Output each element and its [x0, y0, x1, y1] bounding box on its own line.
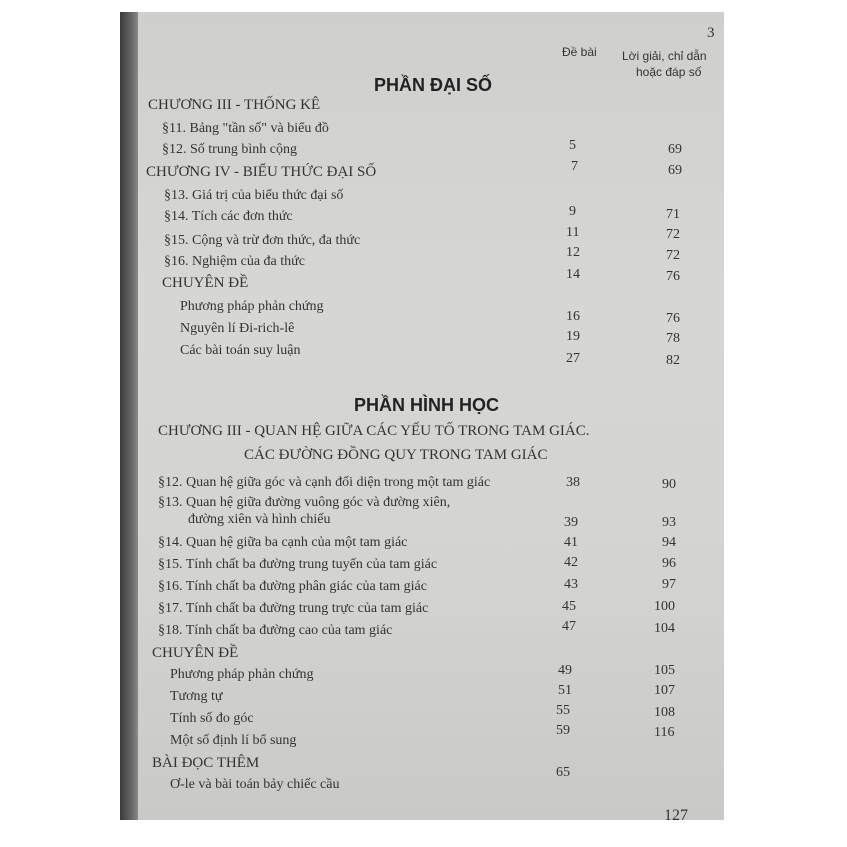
answer-page: 72 — [666, 227, 680, 242]
answer-page: 94 — [662, 535, 676, 550]
chapter-heading-line2: CÁC ĐƯỜNG ĐỒNG QUY TRONG TAM GIÁC — [244, 447, 548, 463]
toc-entry: §11. Bảng "tần số" và biểu đồ — [162, 121, 329, 136]
toc-entry: §13. Quan hệ giữa đường vuông góc và đường xiên, — [158, 495, 451, 510]
toc-entry: §15. Cộng và trừ đơn thức, đa thức — [164, 233, 361, 248]
topic-entry: Nguyên lí Đi-rich-lê — [180, 321, 295, 336]
toc-entry: §15. Tính chất ba đường trung tuyến của tam giác — [158, 557, 438, 572]
answer-page: 97 — [662, 577, 676, 592]
problem-page: 5 — [569, 138, 576, 153]
problem-page: 59 — [556, 723, 570, 738]
answer-page: 76 — [666, 311, 680, 326]
topic-entry: Ơ-le và bài toán bảy chiếc cầu — [170, 777, 340, 792]
problem-page: 42 — [564, 555, 578, 570]
answer-page: 90 — [662, 477, 676, 492]
toc-entry: §14. Quan hệ giữa ba cạnh của một tam giác — [158, 535, 408, 550]
section-title-geometry: PHẦN HÌNH HỌC — [354, 395, 500, 415]
topic-entry: Tính số đo góc — [170, 711, 254, 726]
answer-page: 105 — [654, 663, 675, 678]
topic-entry: Phương pháp phản chứng — [170, 667, 314, 682]
answer-page: 72 — [666, 248, 680, 263]
problem-page: 7 — [571, 159, 578, 174]
toc-entry: §12. Số trung bình cộng — [162, 142, 297, 157]
chapter-heading: CHƯƠNG IV - BIỂU THỨC ĐẠI SỐ — [146, 164, 377, 180]
table-of-contents-page — [138, 12, 724, 824]
chapter-heading: CHƯƠNG III - THỐNG KÊ — [148, 97, 321, 113]
problem-page: 16 — [566, 309, 580, 324]
problem-page: 19 — [566, 329, 580, 344]
toc-entry: §16. Nghiệm của đa thức — [164, 254, 305, 269]
column-header-answer-line2: hoặc đáp số — [636, 65, 702, 79]
problem-page: 12 — [566, 245, 580, 260]
extra-reading-heading: BÀI ĐỌC THÊM — [152, 755, 260, 771]
chapter-heading: CHƯƠNG III - QUAN HỆ GIỮA CÁC YẾU TỐ TRONG TAM GIÁC. — [158, 423, 590, 439]
problem-page: 27 — [566, 351, 580, 366]
page-number-bottom: 127 — [664, 807, 688, 824]
toc-entry: §17. Tính chất ba đường trung trực của tam giác — [158, 601, 429, 616]
problem-page: 51 — [558, 683, 572, 698]
answer-page: 69 — [668, 142, 682, 157]
topics-heading: CHUYÊN ĐỀ — [162, 275, 249, 291]
answer-page: 76 — [666, 269, 680, 284]
problem-page: 65 — [556, 765, 570, 780]
problem-page: 47 — [562, 619, 576, 634]
toc-entry: §18. Tính chất ba đường cao của tam giác — [158, 623, 393, 638]
problem-page: 9 — [569, 204, 576, 219]
answer-page: 93 — [662, 515, 676, 530]
toc-entry-line2: đường xiên và hình chiếu — [188, 512, 331, 527]
toc-entry: §13. Giá trị của biểu thức đại số — [164, 188, 344, 203]
answer-page: 71 — [666, 207, 680, 222]
toc-entry: §12. Quan hệ giữa góc và cạnh đối diện trong một tam giác — [158, 475, 491, 490]
problem-page: 55 — [556, 703, 570, 718]
answer-page: 108 — [654, 705, 675, 720]
topic-entry: Phương pháp phản chứng — [180, 299, 324, 314]
topic-entry: Tương tự — [170, 689, 223, 704]
problem-page: 14 — [566, 267, 580, 282]
problem-page: 39 — [564, 515, 578, 530]
answer-page: 82 — [666, 353, 680, 368]
problem-page: 49 — [558, 663, 572, 678]
page-number-top: 3 — [707, 25, 715, 41]
topic-entry: Các bài toán suy luận — [180, 343, 301, 358]
answer-page: 78 — [666, 331, 680, 346]
toc-entry: §14. Tích các đơn thức — [164, 209, 293, 224]
toc-entry: §16. Tính chất ba đường phân giác của tam giác — [158, 579, 427, 594]
problem-page: 41 — [564, 535, 578, 550]
answer-page: 69 — [668, 163, 682, 178]
problem-page: 43 — [564, 577, 578, 592]
section-title-algebra: PHẦN ĐẠI SỐ — [374, 75, 493, 95]
column-header-problem: Đề bài — [562, 45, 597, 59]
answer-page: 116 — [654, 725, 675, 740]
answer-page: 107 — [654, 683, 675, 698]
topics-heading: CHUYÊN ĐỀ — [152, 645, 239, 661]
problem-page: 11 — [566, 225, 580, 240]
problem-page: 38 — [566, 475, 580, 490]
answer-page: 100 — [654, 599, 675, 614]
topic-entry: Một số định lí bổ sung — [170, 733, 297, 748]
binding-shadow — [120, 12, 138, 820]
column-header-answer-line1: Lời giải, chỉ dẫn — [622, 49, 707, 63]
answer-page: 104 — [654, 621, 675, 636]
answer-page: 96 — [662, 556, 676, 571]
problem-page: 45 — [562, 599, 576, 614]
